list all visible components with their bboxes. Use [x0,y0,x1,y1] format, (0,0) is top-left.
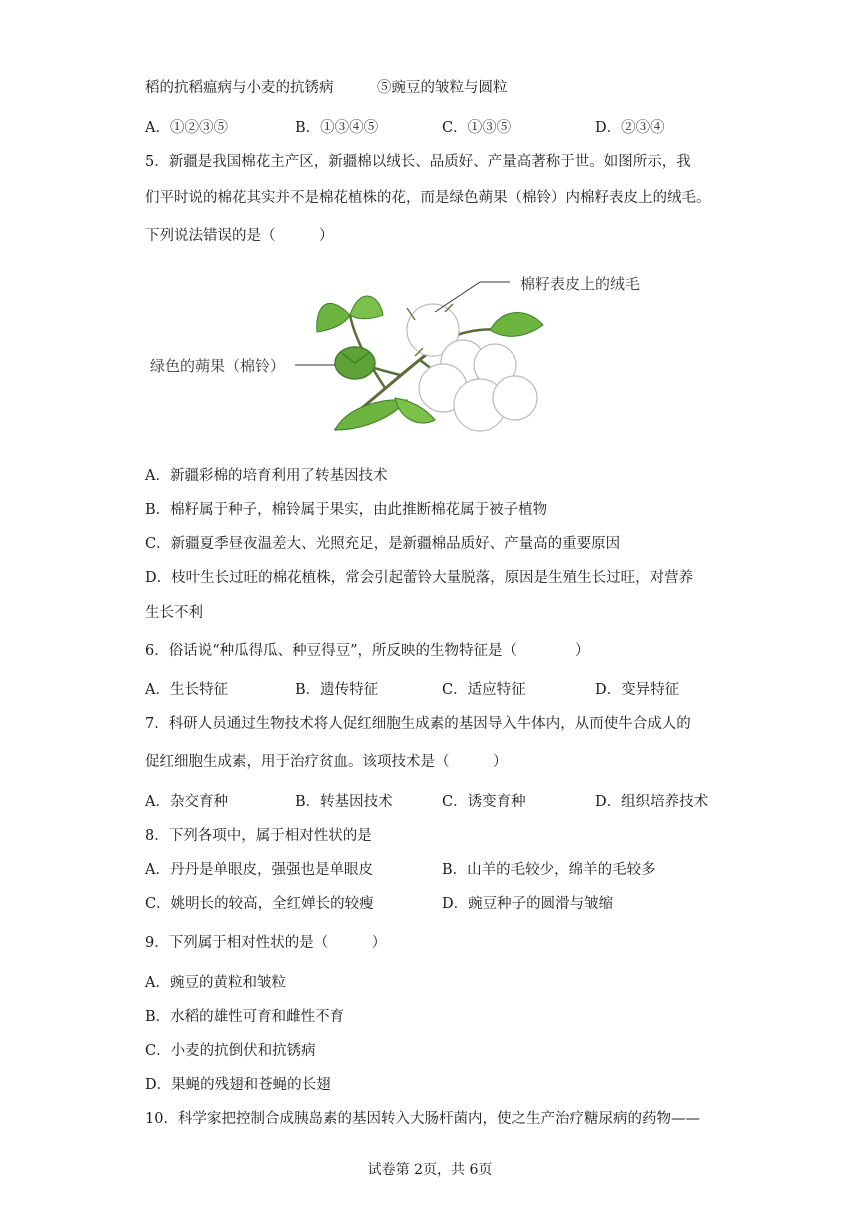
q5-option-b: B．棉籽属于种子，棉铃属于果实，由此推断棉花属于被子植物 [145,502,548,518]
line-0: 稻的抗稻瘟病与小麦的抗锈病 ⑤豌豆的皱粒与圆粒 [145,80,508,96]
option-b: B．遗传特征 [295,682,379,698]
cotton-figure [145,270,665,445]
option-c: C．适应特征 [442,682,526,698]
option-a: A．①②③⑤ [145,120,228,136]
q9-option-c: C．小麦的抗倒伏和抗锈病 [145,1043,316,1059]
option-c: C．姚明长的较高，全红婵长的较瘦 [145,896,374,912]
option-c: C．诱变育种 [442,794,526,810]
q5-stem-line-3: 下列说法错误的是（ ） [145,228,334,244]
q8-options-row-1 [145,860,725,880]
option-d: D．豌豆种子的圆滑与皱缩 [442,896,614,912]
q5-option-d-line-1: D．枝叶生长过旺的棉花植株，常会引起蕾铃大量脱落，原因是生殖生长过旺，对营养 [145,570,694,586]
q5-stem-line-2: 们平时说的棉花其实并不是棉花植株的花，而是绿色蒴果（棉铃）内棉籽表皮上的绒毛。 [145,190,711,206]
q9-stem: 9．下列属于相对性状的是（ ） [145,935,387,951]
page-footer: 试卷第 2页，共 6页 [367,1162,493,1178]
q7-stem-line-1: 7．科研人员通过生物技术将人促红细胞生成素的基因导入牛体内，从而使牛合成人的 [145,716,691,732]
q7-options [145,792,725,812]
option-b: B．转基因技术 [295,794,393,810]
q10-stem: 10．科学家把控制合成胰岛素的基因转入大肠杆菌内，使之生产治疗糖尿病的药物—— [145,1111,700,1127]
q7-stem-line-2: 促红细胞生成素，用于治疗贫血。该项技术是（ ） [145,754,508,770]
option-b: B．①③④⑤ [295,120,379,136]
q8-stem: 8．下列各项中，属于相对性状的是 [145,828,372,844]
label-fiber: 棉籽表皮上的绒毛 [520,275,641,293]
option-b: B．山羊的毛较少，绵羊的毛较多 [442,862,656,878]
option-a: A．杂交育种 [145,794,228,810]
q5-option-c: C．新疆夏季昼夜温差大、光照充足，是新疆棉品质好、产量高的重要原因 [145,536,621,552]
label-boll: 绿色的蒴果（棉铃） [150,357,286,375]
option-d: D．②③④ [595,120,665,136]
option-d: D．组织培养技术 [595,794,709,810]
option-d: D．变异特征 [595,682,680,698]
q9-option-b: B．水稻的雄性可育和雌性不育 [145,1009,345,1025]
option-a: A．生长特征 [145,682,228,698]
option-a: A．丹丹是单眼皮，强强也是单眼皮 [145,862,373,878]
q6-stem: 6．俗话说“种瓜得瓜、种豆得豆”，所反映的生物特征是（ ） [145,643,590,659]
q5-option-a: A．新疆彩棉的培育利用了转基因技术 [145,468,388,484]
q8-options-row-2 [145,894,725,914]
q5-stem-line-1: 5．新疆是我国棉花主产区，新疆棉以绒长、品质好、产量高著称于世。如图所示，我 [145,154,691,170]
q4-options [145,118,725,138]
q5-option-d-line-2: 生长不利 [145,605,203,621]
option-c: C．①③⑤ [442,120,512,136]
q6-options [145,680,725,700]
q9-option-a: A．豌豆的黄粒和皱粒 [145,975,286,991]
q9-option-d: D．果蝇的残翅和苍蝇的长翅 [145,1077,331,1093]
